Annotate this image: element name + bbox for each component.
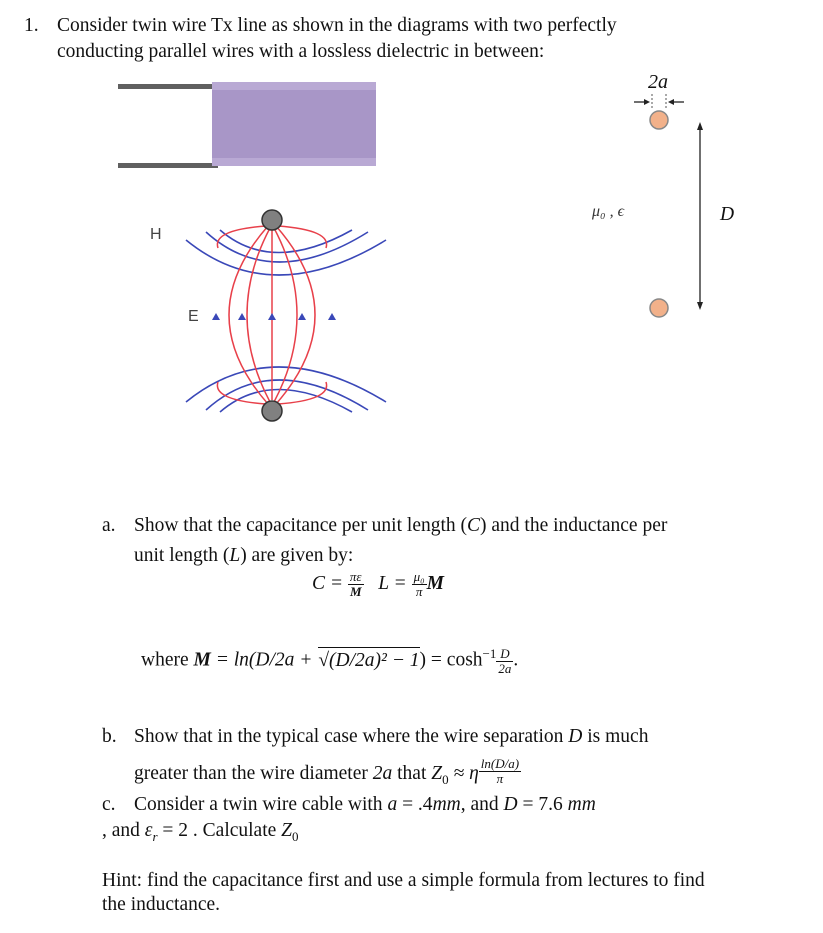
- bottom-wire-lead: [118, 163, 218, 168]
- question-number: 1.: [24, 15, 39, 36]
- cross-section-diagram: [620, 90, 730, 320]
- bottom-conductor: [262, 401, 282, 421]
- board-top-edge: [212, 82, 376, 90]
- part-c-line2: , and $\varepsilon_r = 2$ . Calculate $Z_0$: [102, 820, 299, 844]
- question-text-line2: conducting parallel wires with a lossless dielectric in between:: [57, 41, 545, 62]
- part-b-label: b.: [102, 726, 117, 747]
- m-definition: where $M = \ln(D/2a + √(D/2a)^2 - 1) = \cosh^{-1}$ $\frac{D}{2a}$ .: [141, 645, 519, 676]
- part-a-line1: Show that the capacitance per unit length (C) and the inductance per: [134, 515, 668, 536]
- h-field-lines: [186, 230, 386, 412]
- top-conductor: [262, 210, 282, 230]
- h-field-label: H: [150, 226, 162, 243]
- spacing-label: 2a: [648, 71, 668, 93]
- part-c-label: c.: [102, 794, 116, 815]
- top-wire-end: [650, 111, 668, 129]
- e-field-label: E: [188, 308, 199, 325]
- hint-line1: Hint: find the capacitance first and use a simple formula from lectures to find: [102, 870, 705, 891]
- part-b-line2: greater than the wire diameter 2a that $Z_0 \approx \eta$ $\frac{\ln(D/a)}{\pi}$: [134, 756, 520, 787]
- capacitance-formula: C = $\frac{\pi\varepsilon}{M}$ L = $\frac{\text{μ₀}}{\pi}$ M: [312, 569, 444, 599]
- distance-label: D: [720, 204, 735, 225]
- top-wire-lead: [118, 84, 218, 89]
- dielectric-board: [212, 82, 376, 166]
- hint-line2: the inductance.: [102, 894, 221, 915]
- twin-wire-diagram: [100, 70, 430, 430]
- bottom-wire-end: [650, 299, 668, 317]
- part-a-label: a.: [102, 515, 116, 536]
- part-a-line2: unit length (L) are given by:: [134, 545, 354, 566]
- field-arrows: [212, 313, 336, 320]
- part-c-line1: Consider a twin wire cable with a = .4mm, and D = 7.6 mm: [134, 794, 596, 815]
- medium-label: μ₀ , ϵ: [592, 203, 625, 220]
- part-b-line1: Show that in the typical case where the wire separation D is much: [134, 726, 649, 747]
- question-text-line1: Consider twin wire Tx line as shown in the diagrams with two perfectly: [57, 15, 617, 36]
- board-bottom-edge: [212, 158, 376, 166]
